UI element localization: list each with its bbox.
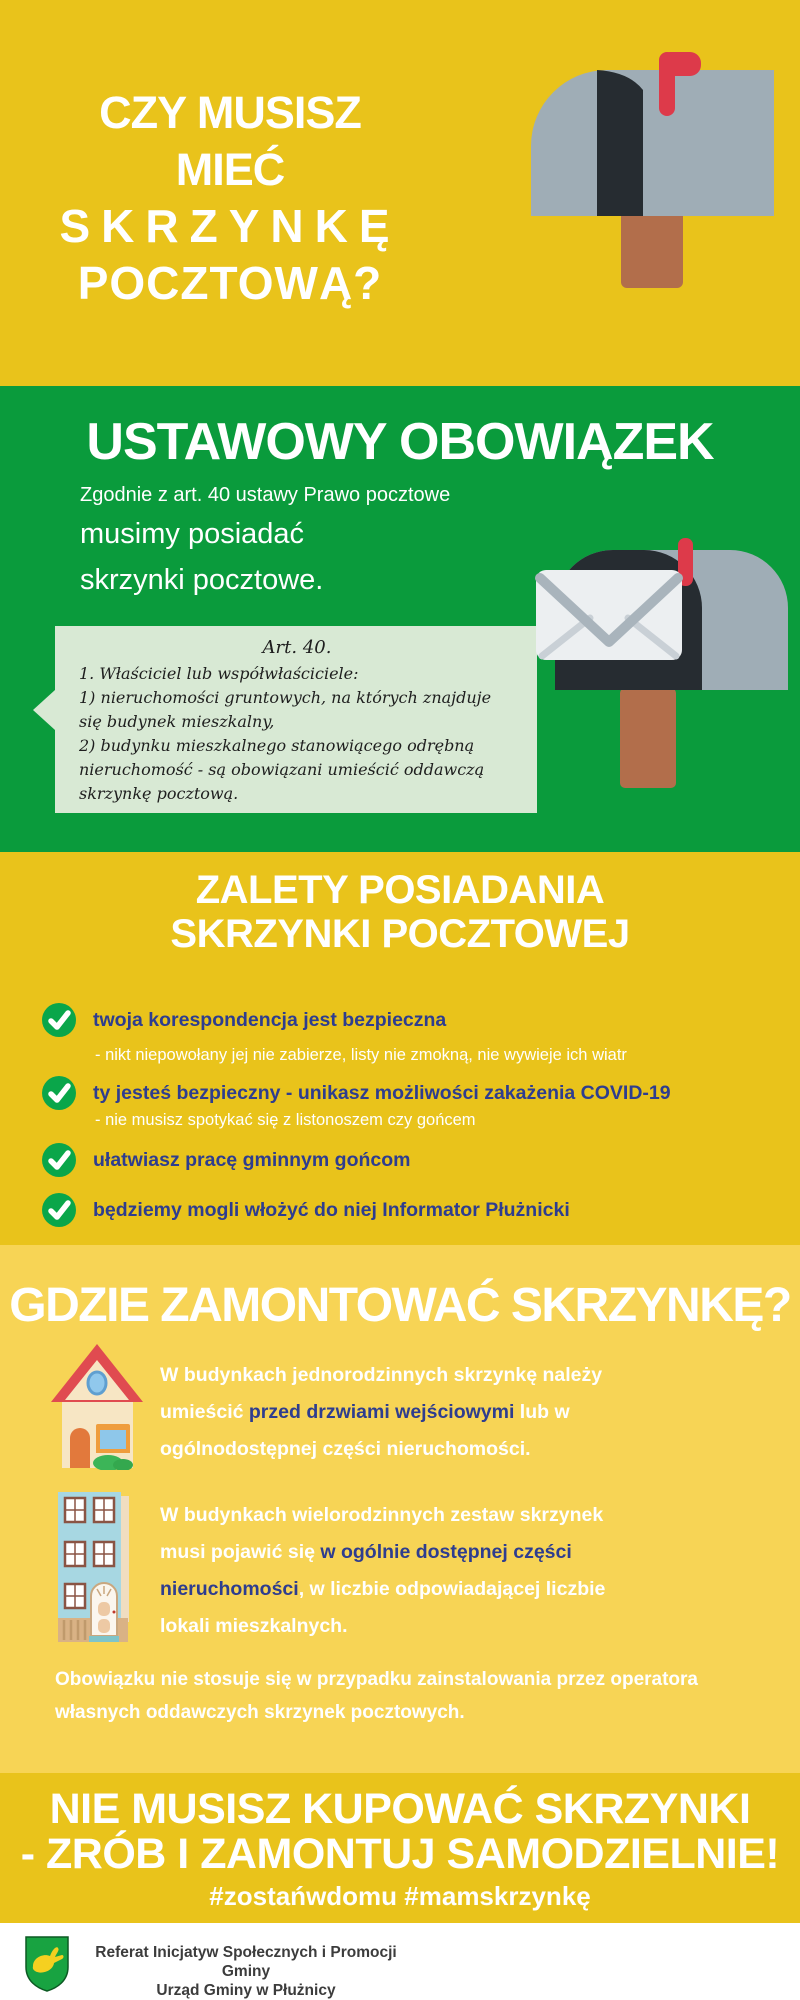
- organization-line2: Urząd Gminy w Płużnicy: [156, 1982, 336, 1999]
- single-family-paragraph: W budynkach jednorodzinnych skrzynkę należy umieścić przed drzwiami wejściowymi lub w ogólnodostępnej części nieruchomości.: [160, 1364, 603, 1460]
- mailbox-closed-icon: [523, 48, 781, 290]
- check-icon: [42, 1076, 76, 1110]
- benefit-text: będziemy mogli włożyć do niej Informator Płużnicki: [93, 1198, 570, 1221]
- law-quote-title: Art. 40.: [262, 637, 332, 658]
- page-title: [40, 84, 420, 312]
- legal-section: [0, 386, 800, 852]
- benefits-heading: [0, 868, 800, 956]
- legal-intro-small: Zgodnie z art. 40 ustawy Prawo pocztowe: [80, 484, 451, 506]
- benefits-heading-line2: SKRZYNKI POCZTOWEJ: [170, 912, 630, 956]
- benefit-text: ty jesteś bezpieczny - unikasz możliwości zakażenia COVID-19: [93, 1081, 671, 1104]
- house-icon: [50, 1342, 145, 1470]
- law-quote-body: 1. Właściciel lub współwłaściciele: 1) nieruchomości gruntowych, na których znajduje się budynek mieszkalny, 2) budynku mieszkalnego stanowiącego odrębną nieruchomość - są obowiązani umieścić oddawczą skrzynkę pocztową.: [79, 664, 492, 803]
- benefit-item: [42, 1003, 446, 1037]
- check-icon: [42, 1193, 76, 1227]
- benefit-text: twoja korespondencja jest bezpieczna: [93, 1008, 447, 1031]
- legal-heading: USTAWOWY OBOWIĄZEK: [86, 413, 714, 471]
- law-quote-bubble: [55, 626, 537, 813]
- legal-intro-line2: musimy posiadać: [80, 518, 305, 550]
- law-quote-text: [79, 636, 515, 806]
- header-section: [0, 0, 800, 386]
- cta-line2: - ZRÓB I ZAMONTUJ SAMODZIELNIE!: [20, 1830, 780, 1878]
- title-line-2: SKRZYNKĘ: [59, 200, 401, 252]
- check-icon: [42, 1143, 76, 1177]
- placement-heading: GDZIE ZAMONTOWAĆ SKRZYNKĘ?: [9, 1279, 791, 1332]
- organization-name: [76, 1943, 416, 2000]
- benefit-note: - nikt niepowołany jej nie zabierze, listy nie zmokną, nie wywieje ich wiatr: [95, 1046, 627, 1064]
- benefit-item: [42, 1143, 410, 1177]
- footer-section: [0, 1923, 800, 2000]
- benefits-heading-line1: ZALETY POSIADANIA: [195, 868, 605, 912]
- organization-line1: Referat Inicjatyw Społecznych i Promocji Gminy: [95, 1944, 397, 1980]
- cta-section: [0, 1773, 800, 1923]
- coat-of-arms-icon: [24, 1935, 70, 1993]
- benefit-item: [42, 1193, 570, 1227]
- check-icon: [42, 1003, 76, 1037]
- title-line-3: POCZTOWĄ?: [77, 257, 383, 309]
- hashtags: #zostańwdomu #mamskrzynkę: [209, 1881, 591, 1911]
- legal-intro-line3: skrzynki pocztowe.: [80, 564, 324, 596]
- cta-line1: NIE MUSISZ KUPOWAĆ SKRZYNKI: [49, 1785, 751, 1833]
- title-line-1: CZY MUSISZ MIEĆ: [99, 87, 361, 195]
- benefit-text: ułatwiasz pracę gminnym gońcom: [93, 1148, 411, 1171]
- benefit-note: - nie musisz spotykać się z listonoszem czy gońcem: [95, 1111, 476, 1129]
- multi-family-paragraph: W budynkach wielorodzinnych zestaw skrzynek musi pojawić się w ogólnie dostępnej części nieruchomości, w liczbie odpowiadającej liczbie lokali mieszkalnych.: [160, 1504, 606, 1637]
- exception-note: Obowiązku nie stosuje się w przypadku zainstalowania przez operatora własnych oddawczych skrzynek pocztowych.: [55, 1669, 698, 1723]
- benefits-section: [0, 852, 800, 1245]
- placement-section: [0, 1245, 800, 1773]
- benefit-item: [42, 1076, 671, 1110]
- apartment-building-icon: [58, 1490, 132, 1642]
- mailbox-open-envelope-icon: [528, 538, 792, 790]
